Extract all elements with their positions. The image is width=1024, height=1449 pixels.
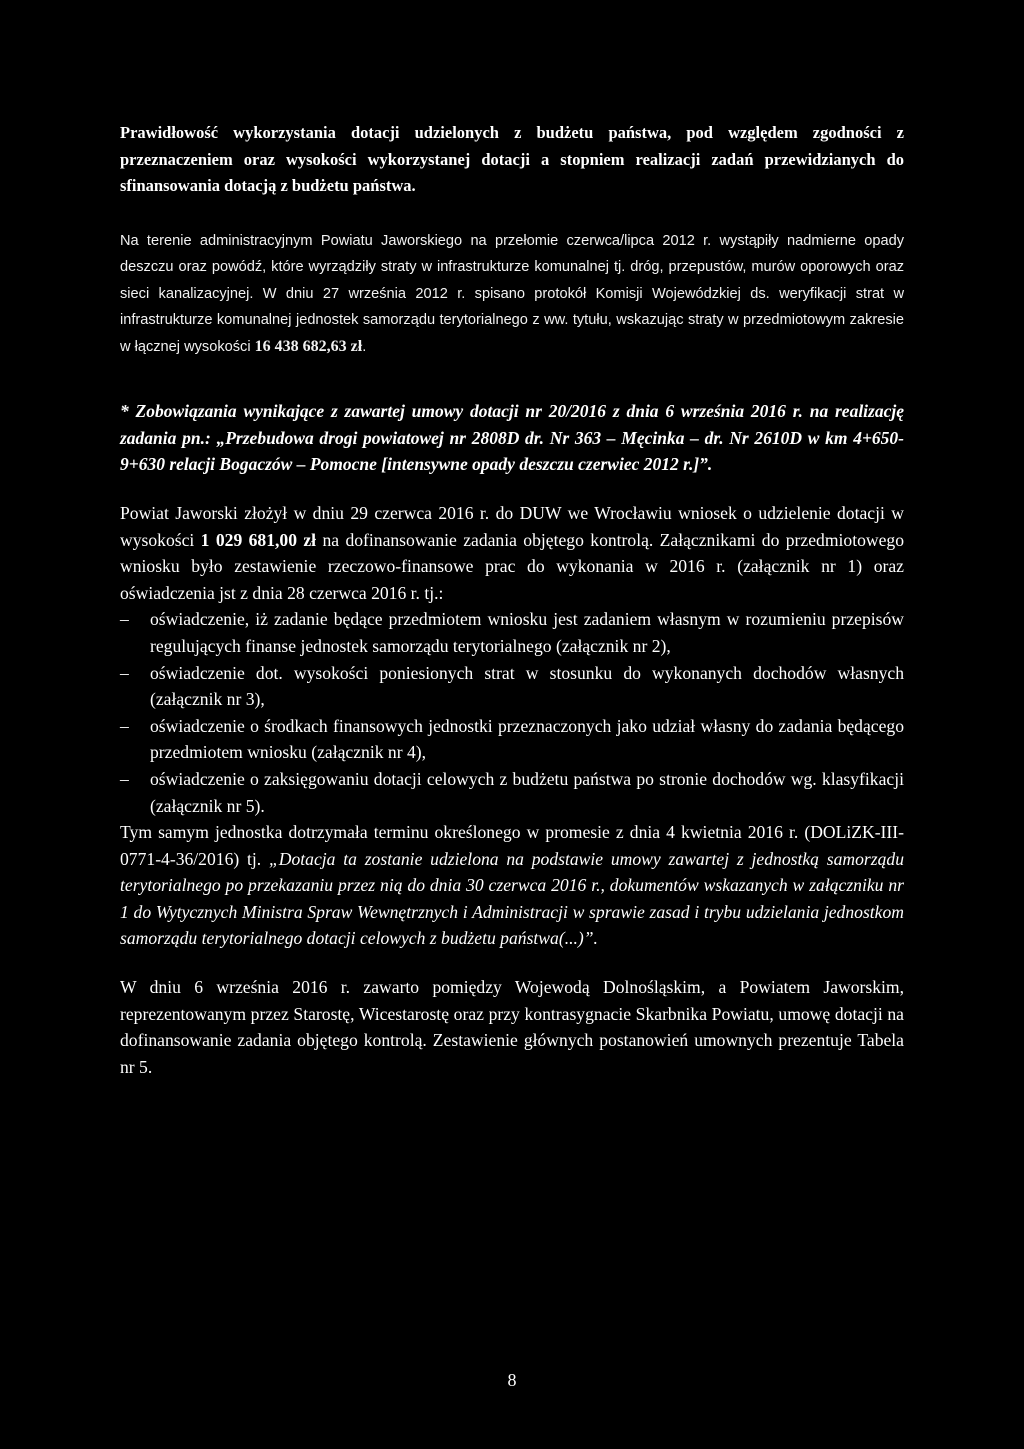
losses-amount: 16 438 682,63 zł — [254, 337, 363, 355]
paragraph-application — [120, 500, 904, 606]
paragraph-losses — [120, 228, 904, 361]
list-item-text: oświadczenie o zaksięgowaniu dotacji celowych z budżetu państwa po stronie dochodów wg. klasyfikacji (załącznik nr 5). — [150, 768, 904, 816]
paragraph-losses-text: Na terenie administracyjnym Powiatu Jaworskiego na przełomie czerwca/lipca 2012 r. wystąpiły nadmierne opady deszczu oraz powódź, które wyrządziły straty w infrastrukturze komunalnej tj. dróg, przepustów, murów oporowych oraz sieci kanalizacyjnej. W dniu 27 września 2012 r. spisano protokół Komisji Wojewódzkiej ds. weryfikacji strat w infrastrukturze komunalnej jednostek samorządu terytorialnego z ww. tytułu, wskazując straty w przedmiotowym zakresie w łącznej wysokości — [120, 232, 904, 355]
document-page — [120, 120, 904, 1080]
dash-marker: – — [120, 715, 129, 736]
dash-marker: – — [120, 662, 129, 683]
paragraph-agreement: W dniu 6 września 2016 r. zawarto pomiędzy Wojewodą Dolnośląskim, a Powiatem Jaworskim, reprezentowanym przez Starostę, Wicestarostę oraz przy kontrasygnacie Skarbnika Powiatu, umowę dotacji na dofinansowanie zadania objętego kontrolą. Zestawienie głównych postanowień umownych prezentuje Tabela nr 5. — [120, 977, 904, 1077]
list-item — [120, 660, 904, 713]
list-item-text: oświadczenie dot. wysokości poniesionych strat w stosunku do wykonanych dochodów własnych (załącznik nr 3), — [150, 662, 904, 710]
list-item — [120, 606, 904, 659]
dash-marker: – — [120, 768, 129, 789]
list-item — [120, 713, 904, 766]
section-heading: Prawidłowość wykorzystania dotacji udzielonych z budżetu państwa, pod względem zgodności z przeznaczeniem oraz wysokości wykorzystanej dotacji a stopniem realizacji zadań przewidzianych do sfinansowania dotacją z budżetu państwa. — [120, 123, 904, 195]
paragraph-promise — [120, 819, 904, 952]
statements-list — [120, 606, 904, 819]
dash-marker: – — [120, 609, 129, 630]
list-item-text: oświadczenie, iż zadanie będące przedmiotem wniosku jest zadaniem własnym w rozumieniu przepisów regulujących finanse jednostek samorządu terytorialnego (załącznik nr 2), — [150, 609, 904, 656]
list-item — [120, 766, 904, 819]
paragraph-application-text-a: Powiat Jaworski złożył w dniu 29 czerwca 2016 r. do DUW we Wrocławiu wniosek o udzielenie dotacji w wysokości — [120, 502, 904, 550]
paragraph-losses-end: . — [362, 338, 367, 355]
page-number: 8 — [507, 1370, 517, 1390]
list-item-text: oświadczenie o środkach finansowych jednostki przeznaczonych jako udział własny do zadania będącego przedmiotem wniosku (załącznik nr 4), — [150, 715, 904, 763]
paragraph-application-text-b: na dofinansowanie zadania objętego kontrolą. Załącznikami do przedmiotowego wniosku było zestawienie rzeczowo-finansowe prac do wykonania w 2016 r. (załącznik nr 1) oraz oświadczenia jst z dnia 28 czerwca 2016 r. tj.: — [120, 529, 904, 603]
obligations-note: * Zobowiązania wynikające z zawartej umowy dotacji nr 20/2016 z dnia 6 września 2016 r. na realizację zadania pn.: „Przebudowa drogi powiatowej nr 2808D dr. Nr 363 – Męcinka – dr. Nr 2610D w km 4+650-9+630 relacji Bogaczów – Pomocne [intensywne opady deszczu czerwiec 2012 r.]”. — [120, 401, 904, 475]
grant-amount: 1 029 681,00 zł — [200, 529, 317, 550]
paragraph-promise-text: Tym samym jednostka dotrzymała terminu określonego w promesie z dnia 4 kwietnia 2016 r. (DOLiZK-III-0771-4-36/2016) tj. — [120, 822, 904, 869]
promise-quote: „Dotacja ta zostanie udzielona na podstawie umowy zawartej z jednostką samorządu terytorialnego po przekazaniu przez nią do dnia 30 czerwca 2016 r., dokumentów wskazanych w załączniku nr 1 do Wytycznych Ministra Spraw Wewnętrznych i Administracji w sprawie zasad i trybu udzielania jednostkom samorządu terytorialnego dotacji celowych z budżetu państwa(...)”. — [120, 848, 904, 949]
